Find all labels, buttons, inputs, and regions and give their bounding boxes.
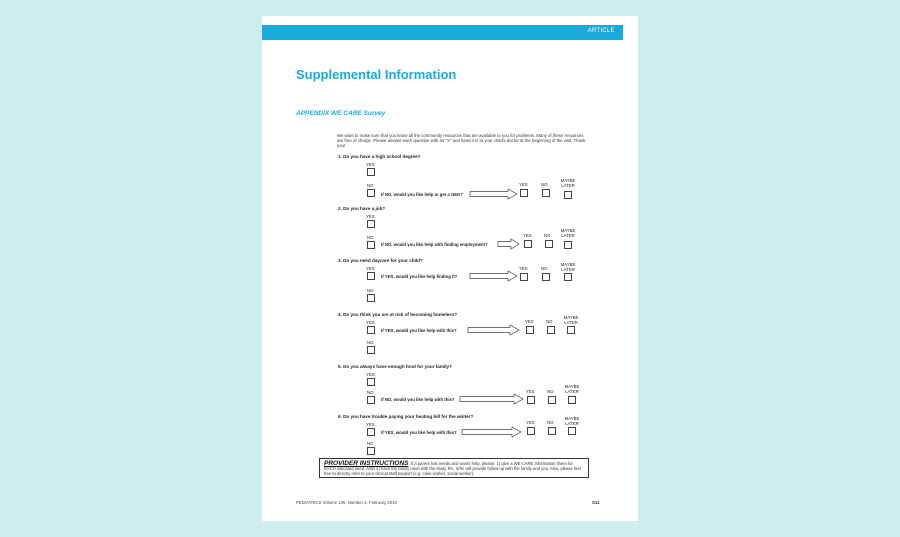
question-2: 2. Do you have a job?: [338, 206, 386, 211]
q4-f-no-checkbox[interactable]: [547, 326, 555, 334]
q6-yes-checkbox[interactable]: [367, 428, 375, 436]
q1-f-maybe-checkbox[interactable]: [564, 191, 572, 199]
q3-no-label: NO: [367, 288, 374, 293]
q6-arrow-icon: [462, 427, 522, 437]
q3-f-no-label: NO: [541, 266, 548, 271]
q2-yes-label: YES: [366, 214, 375, 219]
q2-followup: If NO, would you like help with finding employment?: [381, 242, 488, 247]
q2-no-checkbox[interactable]: [367, 241, 375, 249]
q1-arrow-icon: [470, 189, 518, 199]
q3-f-maybe-label: MAYBE LATER: [560, 262, 576, 272]
q6-f-no-label: NO: [547, 420, 554, 425]
q6-f-yes-checkbox[interactable]: [527, 427, 535, 435]
q2-f-maybe-label: MAYBE LATER: [560, 228, 576, 238]
q4-f-no-label: NO: [546, 319, 553, 324]
article-banner: [262, 25, 623, 40]
question-4: 4. Do you think you are at risk of becoming homeless?: [338, 312, 458, 317]
q6-no-checkbox[interactable]: [367, 447, 375, 455]
appendix-heading: APPENDIX WE CARE Survey: [296, 110, 386, 117]
q2-f-yes-checkbox[interactable]: [524, 240, 532, 248]
q1-f-yes-checkbox[interactable]: [520, 189, 528, 197]
q1-f-yes-label: YES: [519, 182, 528, 187]
q2-arrow-icon: [498, 239, 520, 249]
journal-citation: PEDIATRICS Volume 135, Number 2, February 2015: [296, 500, 397, 505]
q3-f-yes-label: YES: [519, 266, 528, 271]
question-6: 6. Do you have trouble paying your heating bill for the winter?: [338, 414, 474, 419]
page-number: S11: [592, 500, 600, 505]
article-label: ARTICLE: [587, 28, 615, 34]
q5-f-no-label: NO: [547, 389, 554, 394]
q4-yes-checkbox[interactable]: [367, 326, 375, 334]
question-1: 1. Do you have a high school degree?: [338, 154, 421, 159]
q4-f-maybe-checkbox[interactable]: [567, 326, 575, 334]
q2-f-no-checkbox[interactable]: [545, 240, 553, 248]
q2-yes-checkbox[interactable]: [367, 220, 375, 228]
q1-f-maybe-label: MAYBE LATER: [560, 178, 576, 188]
q5-f-maybe-label: MAYBE LATER: [564, 384, 580, 394]
q4-f-yes-checkbox[interactable]: [526, 326, 534, 334]
q6-no-label: NO: [367, 441, 374, 446]
q5-f-maybe-checkbox[interactable]: [568, 396, 576, 404]
q3-no-checkbox[interactable]: [367, 294, 375, 302]
q5-f-yes-label: YES: [526, 389, 535, 394]
q5-yes-label: YES: [366, 372, 375, 377]
q1-yes-checkbox[interactable]: [367, 168, 375, 176]
q5-yes-checkbox[interactable]: [367, 378, 375, 386]
q5-arrow-icon: [460, 394, 524, 404]
q4-yes-label: YES: [366, 320, 375, 325]
q1-no-label: NO: [367, 183, 374, 188]
q3-f-yes-checkbox[interactable]: [520, 273, 528, 281]
question-3: 3. Do you need daycare for your child?: [338, 258, 423, 263]
page-title: Supplemental Information: [296, 67, 457, 82]
q6-f-maybe-checkbox[interactable]: [568, 427, 576, 435]
q3-f-no-checkbox[interactable]: [542, 273, 550, 281]
q4-no-checkbox[interactable]: [367, 346, 375, 354]
document-page: [262, 16, 638, 521]
q4-followup: If YES, would you like help with this?: [381, 328, 457, 333]
q4-f-maybe-label: MAYBE LATER: [563, 315, 579, 325]
q1-f-no-label: NO: [541, 182, 548, 187]
q3-followup: If YES, would you like help finding it?: [381, 274, 458, 279]
q6-f-maybe-label: MAYBE LATER: [564, 416, 580, 426]
q2-f-maybe-checkbox[interactable]: [564, 241, 572, 249]
q3-f-maybe-checkbox[interactable]: [564, 273, 572, 281]
q6-f-no-checkbox[interactable]: [548, 427, 556, 435]
provider-heading: PROVIDER INSTRUCTIONS: [324, 460, 409, 467]
q5-f-yes-checkbox[interactable]: [527, 396, 535, 404]
q4-no-label: NO: [367, 340, 374, 345]
provider-text: : If a parent has needs and wants help, please: 1) give a WE CARE Information sheet for EACH indicated need, AND 2) have the family meet with the study RA. S/he will provide follow-up with the family and you. Also, please feel free to directly refer to your clinical staff support (e.g. case worker, social worker).: [324, 461, 581, 476]
q3-arrow-icon: [470, 271, 518, 281]
q5-no-checkbox[interactable]: [367, 396, 375, 404]
q3-yes-checkbox[interactable]: [367, 272, 375, 280]
q1-yes-label: YES: [366, 162, 375, 167]
q2-no-label: NO: [367, 235, 374, 240]
q6-f-yes-label: YES: [526, 420, 535, 425]
q4-f-yes-label: YES: [525, 319, 534, 324]
q1-followup: If NO, would you like help to get a GED?: [381, 192, 463, 197]
survey-intro: We want to make sure that you know all the community resources that are available to you for problems. Many of these resources are free of charge. Please answer each question with an "X" and hand it in to your child's doctor at the beginning of the visit. Thank you!: [337, 133, 586, 148]
provider-instructions: [319, 458, 589, 478]
q1-no-checkbox[interactable]: [367, 189, 375, 197]
q6-yes-label: YES: [366, 422, 375, 427]
q5-f-no-checkbox[interactable]: [548, 396, 556, 404]
q1-f-no-checkbox[interactable]: [542, 189, 550, 197]
question-5: 5. Do you always have enough food for your family?: [338, 364, 452, 369]
q5-followup: If NO, would you like help with this?: [381, 397, 455, 402]
q4-arrow-icon: [468, 325, 520, 335]
q3-yes-label: YES: [366, 266, 375, 271]
q6-followup: If YES, would you like help with this?: [381, 430, 457, 435]
q5-no-label: NO: [367, 390, 374, 395]
q2-f-no-label: NO: [544, 233, 551, 238]
q2-f-yes-label: YES: [523, 233, 532, 238]
